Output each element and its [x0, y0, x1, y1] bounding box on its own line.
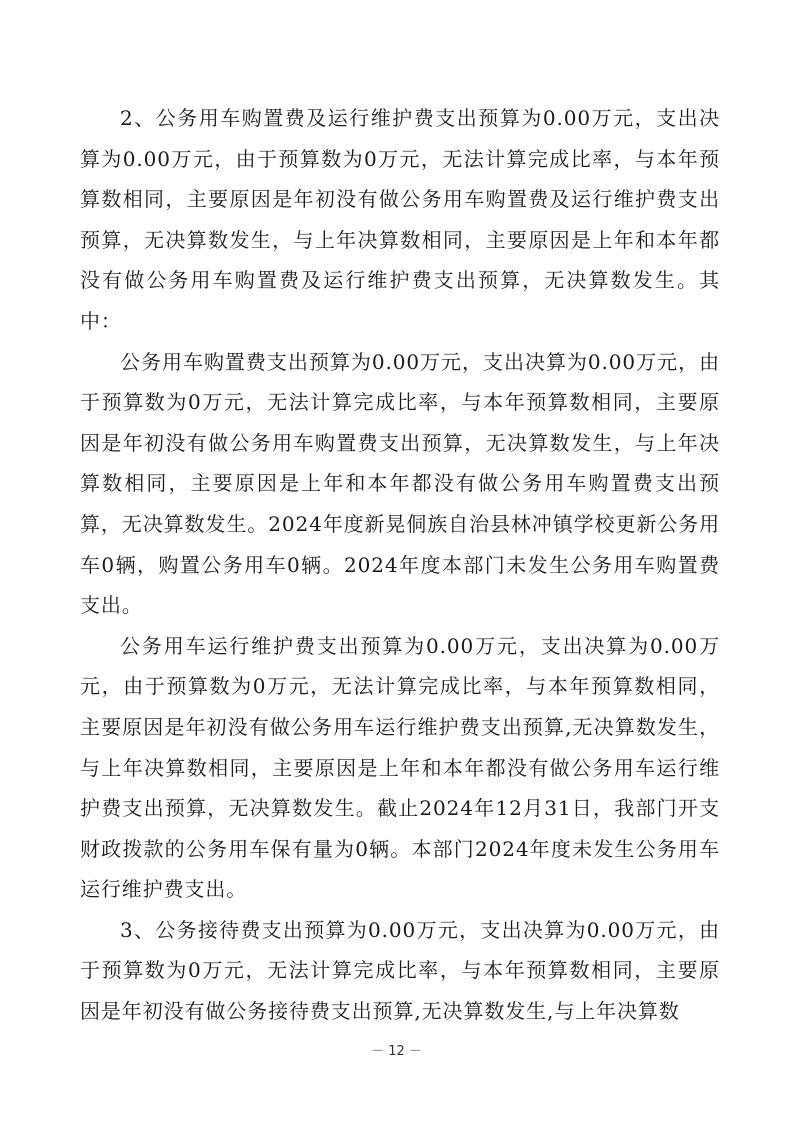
paragraph-vehicle-purchase: 公务用车购置费支出预算为0.00万元，支出决算为0.00万元，由于预算数为0万元，无法计算完成比率，与本年预算数相同，主要原因是年初没有做公务用车购置费支出预算，无决算数发生，与上年决算数相同，主要原因是上年和本年都没有做公务用车购置费支出预算，无决算数发生。2024年度新晃侗族自治县林冲镇学校更新公务用车0辆，购置公务用车0辆。2024年度本部门未发生公务用车购置费支出。: [80, 349, 720, 618]
document-body: [80, 98, 720, 1032]
paragraph-vehicle-expenses: 2、公务用车购置费及运行维护费支出预算为0.00万元，支出决算为0.00万元，由于预算数为0万元，无法计算完成比率，与本年预算数相同，主要原因是年初没有做公务用车购置费及运行维护费支出预算，无决算数发生，与上年决算数相同，主要原因是上年和本年都没有做公务用车购置费及运行维护费支出预算，无决算数发生。其中：: [80, 106, 720, 333]
paragraph-reception-expenses: 3、公务接待费支出预算为0.00万元，支出决算为0.00万元，由于预算数为0万元，无法计算完成比率，与本年预算数相同，主要原因是年初没有做公务接待费支出预算,无决算数发生,与上年决算数: [80, 917, 720, 1024]
page-number: － 12 －: [371, 1044, 422, 1059]
paragraph-vehicle-maintenance: 公务用车运行维护费支出预算为0.00万元，支出决算为0.00万元，由于预算数为0万元，无法计算完成比率，与本年预算数相同，主要原因是年初没有做公务用车运行维护费支出预算,无决算数发生，与上年决算数相同，主要原因是上年和本年都没有做公务用车运行维护费支出预算，无决算数发生。截止2024年12月31日，我部门开支财政拨款的公务用车保有量为0辆。本部门2024年度未发生公务用车运行维护费支出。: [80, 633, 720, 902]
